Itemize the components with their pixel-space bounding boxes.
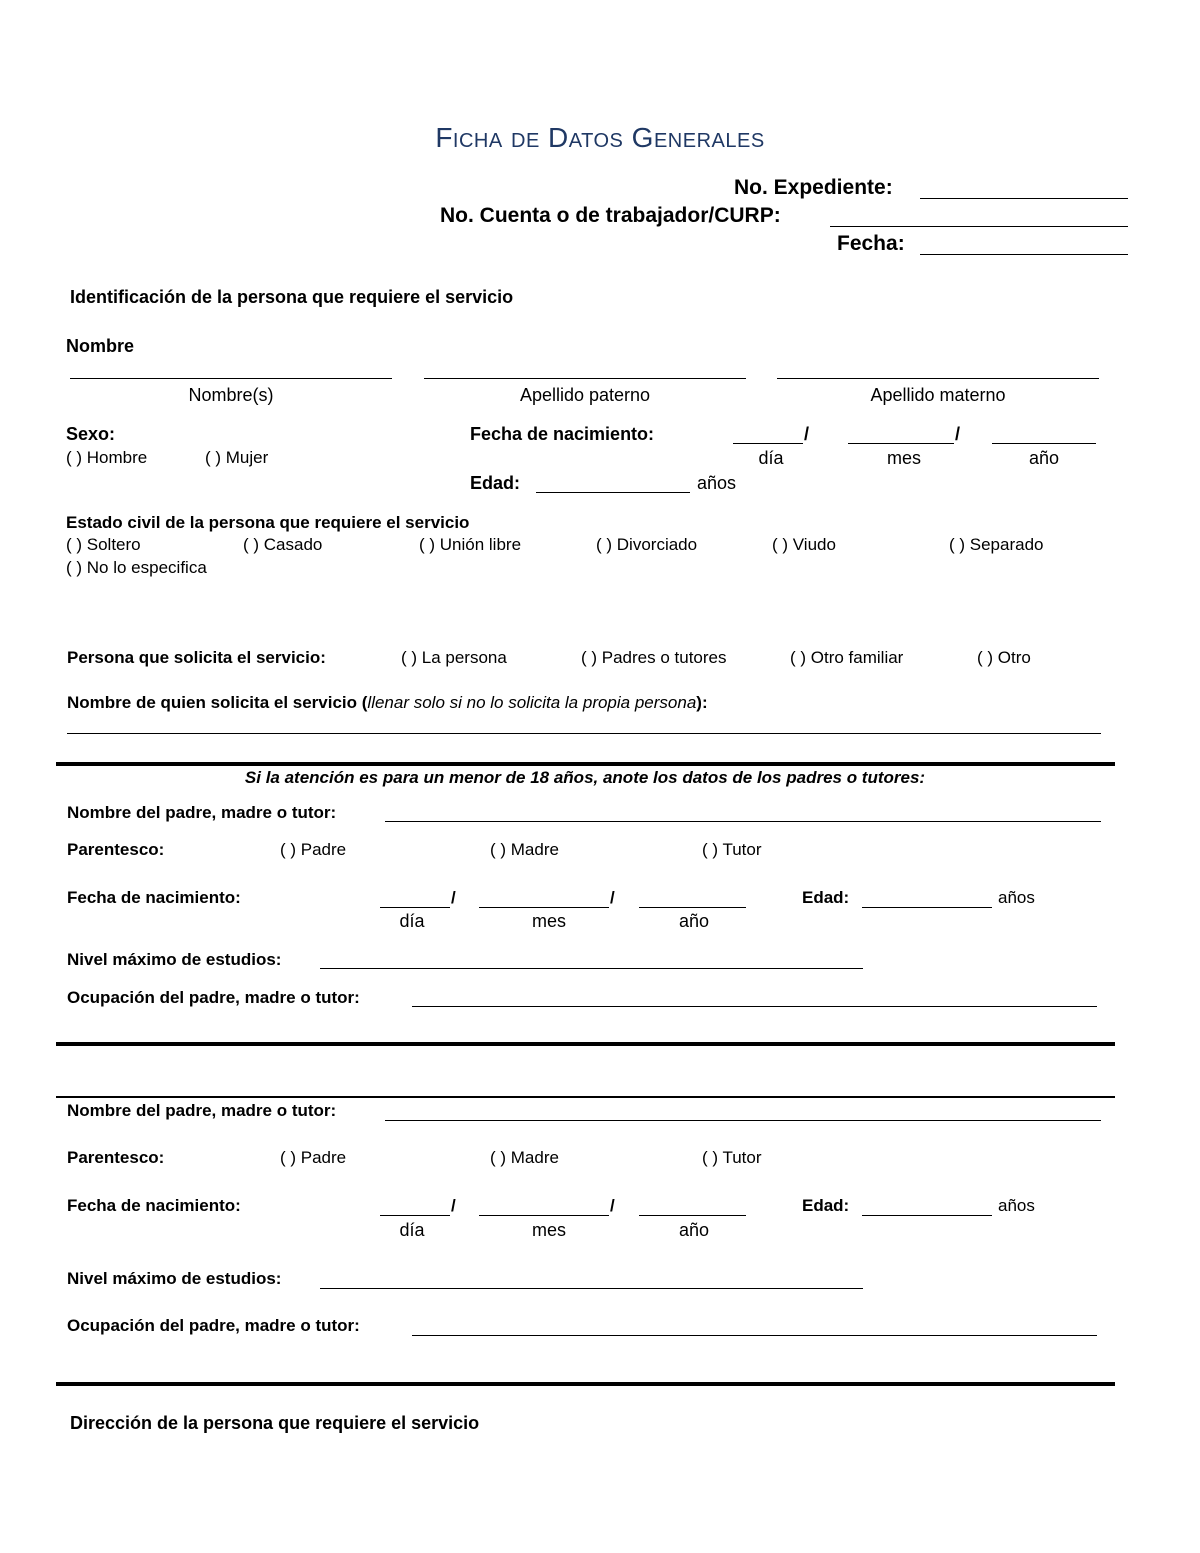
edad-field[interactable] bbox=[536, 492, 690, 493]
tutor-nombre-field[interactable] bbox=[385, 821, 1101, 822]
ocupacion-field[interactable] bbox=[412, 1335, 1097, 1336]
tutor-anio-caption: año bbox=[678, 911, 710, 931]
dia-caption: día bbox=[758, 448, 784, 468]
solicita-otro-familiar-option[interactable]: ( ) Otro familiar bbox=[790, 648, 904, 667]
parentesco-madre-option[interactable]: ( ) Madre bbox=[490, 1148, 559, 1167]
nivel-estudios-label: Nivel máximo de estudios: bbox=[67, 950, 282, 969]
fecha-separator: / bbox=[451, 888, 456, 907]
parentesco-tutor-option[interactable]: ( ) Tutor bbox=[702, 840, 762, 859]
edad-label: Edad: bbox=[470, 473, 521, 493]
edad-suffix: años bbox=[697, 473, 737, 493]
nombre-quien-note: llenar solo si no lo solicita la propia persona bbox=[367, 693, 697, 712]
tutor-edad-field[interactable] bbox=[862, 1215, 992, 1216]
tutor-dia-field[interactable] bbox=[380, 1215, 450, 1216]
tutor-mes-caption: mes bbox=[531, 1220, 566, 1240]
tutor-edad-suffix: años bbox=[998, 1196, 1035, 1215]
apellido-paterno-field[interactable] bbox=[424, 378, 746, 379]
tutor-anio-field[interactable] bbox=[639, 1215, 746, 1216]
nombre-quien-solicita-label bbox=[67, 693, 708, 713]
anio-field[interactable] bbox=[992, 443, 1096, 444]
solicita-la-persona-option[interactable]: ( ) La persona bbox=[401, 648, 507, 667]
tutor-nombre-field[interactable] bbox=[385, 1120, 1101, 1121]
nombre-quien-solicita-field[interactable] bbox=[67, 733, 1101, 734]
tutor-anio-caption: año bbox=[678, 1220, 710, 1240]
persona-solicita-label: Persona que solicita el servicio: bbox=[67, 648, 326, 667]
sexo-label: Sexo: bbox=[66, 424, 116, 444]
tutor-anio-field[interactable] bbox=[639, 907, 746, 908]
tutor-dia-field[interactable] bbox=[380, 907, 450, 908]
nivel-estudios-field[interactable] bbox=[320, 1288, 863, 1289]
apellido-paterno-caption: Apellido paterno bbox=[519, 385, 651, 405]
tutor-edad-suffix: años bbox=[998, 888, 1035, 907]
cuenta-field[interactable] bbox=[830, 226, 1128, 227]
solicita-padres-option[interactable]: ( ) Padres o tutores bbox=[581, 648, 727, 667]
expediente-label: No. Expediente: bbox=[734, 176, 893, 199]
tutor-nombre-label: Nombre del padre, madre o tutor: bbox=[67, 1101, 337, 1120]
ocupacion-label: Ocupación del padre, madre o tutor: bbox=[67, 1316, 360, 1335]
tutor-edad-field[interactable] bbox=[862, 907, 992, 908]
nombre-label: Nombre bbox=[66, 336, 135, 356]
section-divider bbox=[56, 1382, 1115, 1386]
menor-instruction: Si la atención es para un menor de 18 años, anote los datos de los padres o tutores: bbox=[244, 768, 926, 787]
estado-civil-label: Estado civil de la persona que requiere el servicio bbox=[66, 513, 470, 532]
fecha-label: Fecha: bbox=[837, 232, 905, 255]
fecha-nacimiento-label: Fecha de nacimiento: bbox=[470, 424, 655, 444]
ocupacion-field[interactable] bbox=[412, 1006, 1097, 1007]
estado-viudo-option[interactable]: ( ) Viudo bbox=[772, 535, 836, 554]
tutor-edad-label: Edad: bbox=[802, 1196, 850, 1215]
parentesco-tutor-option[interactable]: ( ) Tutor bbox=[702, 1148, 762, 1167]
estado-casado-option[interactable]: ( ) Casado bbox=[243, 535, 323, 554]
estado-union-libre-option[interactable]: ( ) Unión libre bbox=[419, 535, 522, 554]
estado-soltero-option[interactable]: ( ) Soltero bbox=[66, 535, 141, 554]
dia-field[interactable] bbox=[733, 443, 803, 444]
fecha-separator: / bbox=[610, 888, 615, 907]
tutor-fecha-label: Fecha de nacimiento: bbox=[67, 888, 241, 907]
fecha-separator: / bbox=[451, 1196, 456, 1215]
tutor-edad-label: Edad: bbox=[802, 888, 850, 907]
apellido-materno-field[interactable] bbox=[777, 378, 1099, 379]
nombres-caption: Nombre(s) bbox=[188, 385, 274, 405]
tutor-dia-caption: día bbox=[399, 1220, 425, 1240]
parentesco-label: Parentesco: bbox=[67, 840, 165, 859]
estado-no-especifica-option[interactable]: ( ) No lo especifica bbox=[66, 558, 207, 577]
section-divider bbox=[56, 762, 1115, 766]
direccion-heading: Dirección de la persona que requiere el servicio bbox=[70, 1413, 480, 1433]
fecha-separator: / bbox=[610, 1196, 615, 1215]
apellido-materno-caption: Apellido materno bbox=[870, 385, 1006, 405]
nombre-quien-label-start: Nombre de quien solicita el servicio ( bbox=[67, 693, 368, 712]
anio-caption: año bbox=[1028, 448, 1060, 468]
nivel-estudios-field[interactable] bbox=[320, 968, 863, 969]
parentesco-madre-option[interactable]: ( ) Madre bbox=[490, 840, 559, 859]
fecha-separator: / bbox=[804, 424, 810, 444]
solicita-otro-option[interactable]: ( ) Otro bbox=[977, 648, 1031, 667]
fecha-field[interactable] bbox=[920, 254, 1128, 255]
page-title: Ficha de Datos Generales bbox=[435, 122, 765, 153]
section-divider bbox=[56, 1096, 1115, 1098]
tutor-dia-caption: día bbox=[399, 911, 425, 931]
expediente-field[interactable] bbox=[920, 198, 1128, 199]
ocupacion-label: Ocupación del padre, madre o tutor: bbox=[67, 988, 360, 1007]
tutor-mes-caption: mes bbox=[531, 911, 566, 931]
tutor-mes-field[interactable] bbox=[479, 907, 609, 908]
nombres-field[interactable] bbox=[70, 378, 392, 379]
nombre-quien-label-end: ): bbox=[696, 693, 708, 712]
mes-field[interactable] bbox=[848, 443, 954, 444]
sexo-hombre-option[interactable]: ( ) Hombre bbox=[66, 448, 148, 467]
tutor-fecha-label: Fecha de nacimiento: bbox=[67, 1196, 241, 1215]
nivel-estudios-label: Nivel máximo de estudios: bbox=[67, 1269, 282, 1288]
tutor-nombre-label: Nombre del padre, madre o tutor: bbox=[67, 803, 337, 822]
estado-divorciado-option[interactable]: ( ) Divorciado bbox=[596, 535, 698, 554]
identificacion-heading: Identificación de la persona que requiere el servicio bbox=[70, 287, 514, 307]
estado-separado-option[interactable]: ( ) Separado bbox=[949, 535, 1044, 554]
parentesco-label: Parentesco: bbox=[67, 1148, 165, 1167]
section-divider bbox=[56, 1042, 1115, 1046]
parentesco-padre-option[interactable]: ( ) Padre bbox=[280, 840, 347, 859]
parentesco-padre-option[interactable]: ( ) Padre bbox=[280, 1148, 347, 1167]
mes-caption: mes bbox=[886, 448, 921, 468]
tutor-mes-field[interactable] bbox=[479, 1215, 609, 1216]
cuenta-label: No. Cuenta o de trabajador/CURP: bbox=[440, 204, 781, 227]
fecha-separator: / bbox=[955, 424, 961, 444]
sexo-mujer-option[interactable]: ( ) Mujer bbox=[205, 448, 269, 467]
